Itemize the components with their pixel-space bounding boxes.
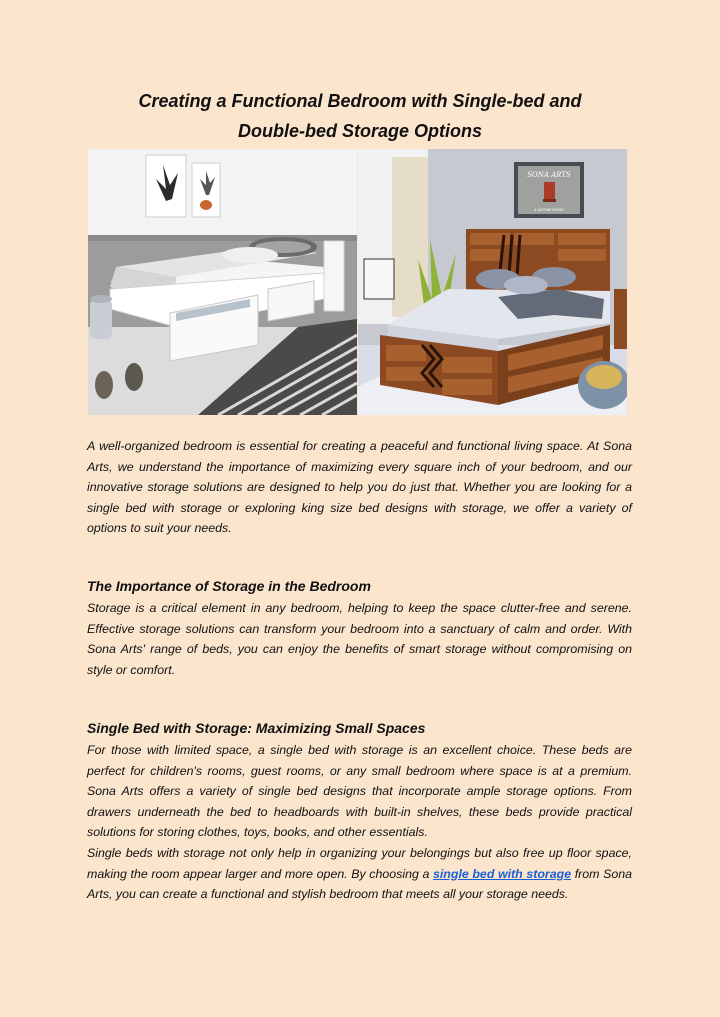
importance-paragraph: Storage is a critical element in any bedroom, helping to keep the space clutter-free and serene. Effective storage solutions can transform your bedroom into a sanctuary of calm and order. With Sona Arts' range of beds, you can enjoy the benefits of smart storage without compromising on style or comfort. (87, 601, 632, 677)
title-line-1: Creating a Functional Bedroom with Single-bed and (138, 91, 582, 111)
single-bed-image (88, 149, 357, 415)
page-title (60, 86, 660, 146)
intro-paragraph: A well-organized bedroom is essential for creating a peaceful and functional living space. At Sona Arts, we understand the importance of maximizing every square inch of your bedroom, and our innovative storage solutions are designed to help you do just that. Whether you are looking for a single bed with storage or exploring king size bed designs with storage, we offer a variety of options to suit your needs. (87, 439, 632, 536)
sign-text-line-1: SONA ARTS (527, 171, 571, 179)
section-heading-importance: The Importance of Storage in the Bedroom (87, 578, 371, 594)
paragraph-text: Single beds with storage not only help in organizing your belongings but also free up floor space, making the room appear larger and more open. By choosing a (87, 846, 632, 881)
paragraph-text: from Sona Arts, you can create a functional and stylish bedroom that meets all your storage needs. (87, 866, 633, 902)
single-bed-with-storage-link[interactable]: single bed with storage (432, 866, 572, 881)
section-heading-single-bed: Single Bed with Storage: Maximizing Small Spaces (87, 720, 426, 736)
single-bed-paragraph-2 (87, 843, 632, 905)
double-bed-image (358, 149, 627, 415)
single-bed-paragraph-1: For those with limited space, a single bed with storage is an excellent choice. These beds are perfect for children's rooms, guest rooms, or any small bedroom where space is at a premium. Sona Arts offers a variety of single bed designs that incorporate ample storage options. From drawers underneath the bed to headboards with built-in shelves, these beds provide practical solutions for storing clothes, toys, books, and other essentials. (87, 743, 632, 840)
sign-text-line-2: A WATFINE BRAND (534, 208, 564, 212)
title-line-2: Double-bed Storage Options (237, 121, 482, 141)
